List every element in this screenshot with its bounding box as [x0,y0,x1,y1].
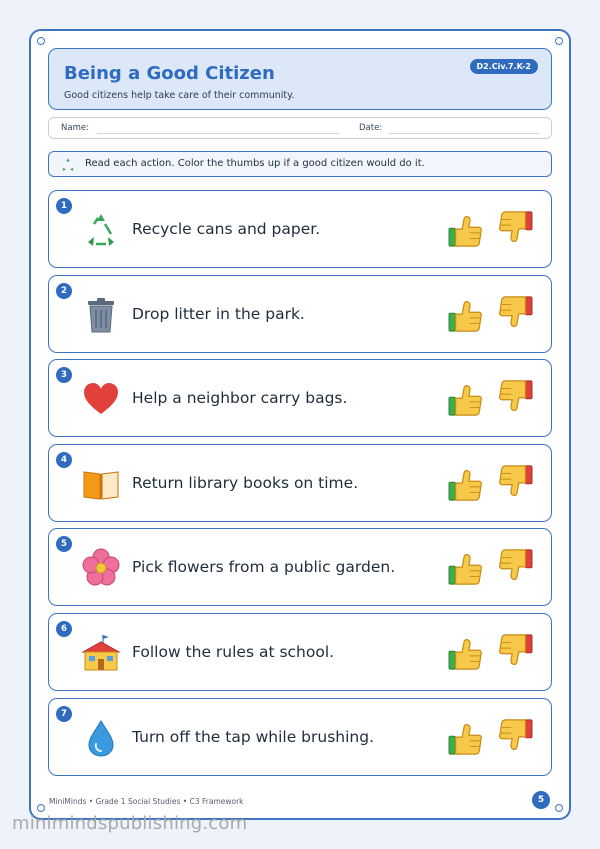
footer-text: MiniMinds • Grade 1 Social Studies • C3 Framework [49,797,244,806]
thumbs-down-icon[interactable] [496,464,534,498]
activity-card-3 [48,359,552,437]
item-number-badge: 6 [56,621,72,637]
water-drop-icon [81,718,121,758]
thumbs-up-icon[interactable] [447,383,485,417]
item-text: Return library books on time. [132,474,359,492]
activity-card-4 [48,444,552,522]
thumbs-down-icon[interactable] [496,379,534,413]
open-book-icon [81,464,121,504]
worksheet-header [48,48,552,110]
item-text: Help a neighbor carry bags. [132,389,348,407]
thumbs-up-icon[interactable] [447,214,485,248]
page-number-badge: 5 [532,791,550,809]
thumbs-down-icon[interactable] [496,633,534,667]
thumbs-up-icon[interactable] [447,299,485,333]
school-icon [81,633,121,673]
item-number-badge: 1 [56,198,72,214]
item-number-badge: 4 [56,452,72,468]
corner-dot [37,804,45,812]
standard-code-badge: D2.Civ.7.K-2 [470,59,538,74]
watermark: minimindspublishing.com [12,813,248,834]
activity-card-6 [48,613,552,691]
thumbs-up-icon[interactable] [447,637,485,671]
name-label: Name: [61,123,89,133]
item-text: Recycle cans and paper. [132,220,321,238]
instructions-text: Read each action. Color the thumbs up if a good citizen would do it. [85,158,425,169]
item-text: Drop litter in the park. [132,305,305,323]
item-text: Follow the rules at school. [132,643,335,661]
thumbs-down-icon[interactable] [496,548,534,582]
item-text: Turn off the tap while brushing. [132,728,374,746]
name-field[interactable] [97,133,339,134]
item-number-badge: 3 [56,367,72,383]
corner-dot [37,37,45,45]
thumbs-up-icon[interactable] [447,468,485,502]
activity-card-1 [48,190,552,268]
item-number-badge: 7 [56,706,72,722]
thumbs-up-icon[interactable] [447,552,485,586]
flower-icon [81,548,121,588]
recycle-icon [81,210,121,250]
thumbs-down-icon[interactable] [496,295,534,329]
date-field[interactable] [389,133,539,134]
activity-card-7 [48,698,552,776]
date-label: Date: [359,123,383,133]
page-subtitle: Good citizens help take care of their community. [64,90,295,101]
thumbs-down-icon[interactable] [496,210,534,244]
activity-card-2 [48,275,552,353]
thumbs-up-icon[interactable] [447,722,485,756]
corner-dot [555,37,563,45]
heart-icon [81,379,121,419]
page-title: Being a Good Citizen [64,63,275,84]
student-info-bar [48,117,552,139]
corner-dot [555,804,563,812]
instructions-box [48,151,552,177]
trash-can-icon [81,295,121,335]
item-text: Pick flowers from a public garden. [132,558,396,576]
recycle-icon [61,157,75,171]
item-number-badge: 2 [56,283,72,299]
thumbs-down-icon[interactable] [496,718,534,752]
item-number-badge: 5 [56,536,72,552]
activity-card-5 [48,528,552,606]
